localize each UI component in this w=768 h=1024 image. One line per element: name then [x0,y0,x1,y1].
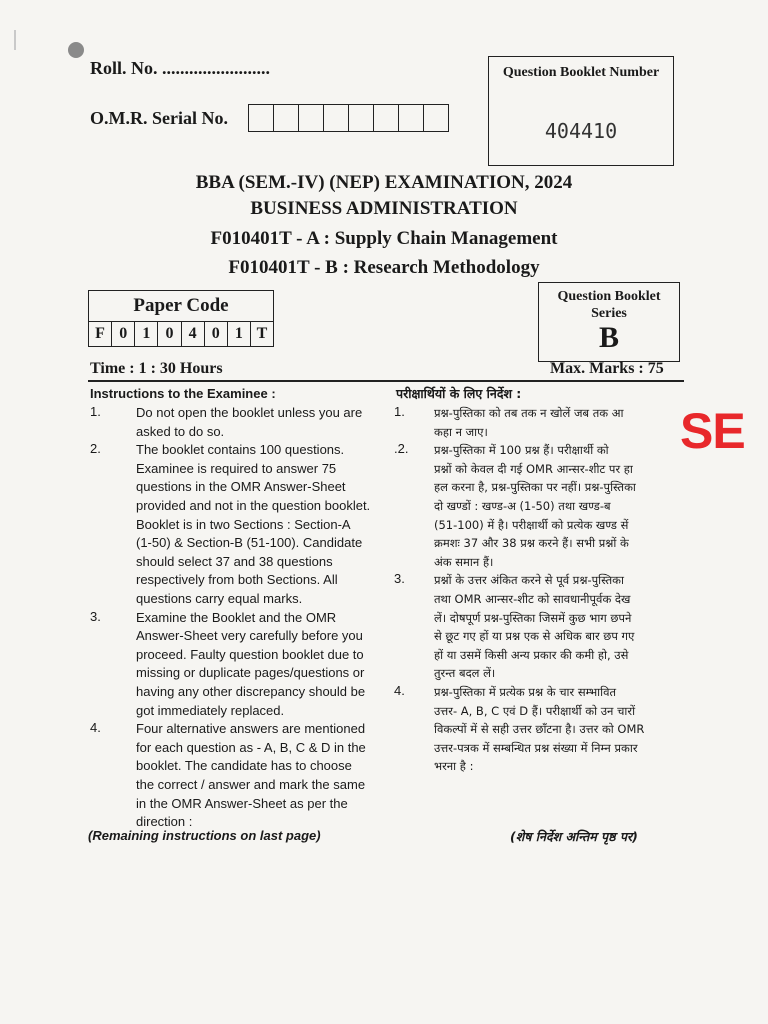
instruction-line: Examinee is required to answer 75 [136,460,337,476]
instruction-line: Booklet is in two Sections : Section-A [136,516,351,532]
omr-box [324,105,349,131]
instruction-line: having any other discrepancy should be [136,684,366,699]
omr-box [349,105,374,131]
instruction-line: अंक समान हैं। [434,554,494,569]
instruction-line: got immediately replaced. [136,702,285,718]
paper-code-cell: 0 [205,322,228,346]
paper-code-cell: 4 [182,322,205,346]
instruction-number: 3. [394,571,405,587]
instruction-line: विकल्पों में से सही उत्तर छाँटना है। उत्तर को OMR [434,722,645,737]
instruction-line: missing or duplicate pages/questions or [136,665,365,681]
instruction-line: लें। दोषपूर्ण प्रश्न-पुस्तिका जिसमें कुछ भाग छपने [434,610,632,625]
instruction-line: proceed. Faulty question booklet due to [136,646,364,662]
omr-box [399,105,424,131]
max-marks: Max. Marks : 75 [550,360,664,377]
scan-mark [14,30,16,50]
instruction-line: हों या उसमें किसी अन्य प्रकार की कमी हो, उसे [434,647,629,662]
instruction-line: हल करना है, प्रश्न-पुस्तिका पर नहीं। प्रश्न-पुस्तिका [434,480,636,495]
omr-box [274,105,299,131]
instruction-line: प्रश्नों को केवल दी गई OMR आन्सर-शीट पर हा [434,461,633,476]
question-booklet-number-box [488,56,674,166]
paper-code-cell: F [89,322,112,346]
paper-code-cell: T [256,325,268,342]
omr-box [249,105,274,131]
paper-a-title: F010401T - A : Supply Chain Management [210,228,558,249]
paper-code-cell: 1 [135,322,158,346]
remaining-instructions-note: (Remaining instructions on last page) [88,828,321,843]
instruction-line: क्रमशः 37 और 38 प्रश्न करने हैं। सभी प्रश्नों के [434,536,629,551]
instruction-line: (51-100) में है। परीक्षार्थी को प्रत्येक खण्ड सें [434,517,629,532]
instruction-line: should select 37 and 38 questions [136,553,333,569]
omr-serial-boxes [248,104,449,132]
instruction-line: प्रश्न-पुस्तिका को तब तक न खोलें जब तक आ [434,406,624,420]
red-stamp: SE [680,403,745,459]
remaining-instructions-note-hi: (शेष निर्देश अन्तिम पृष्ठ पर) [510,829,638,844]
paper-code-cell: 1 [228,322,251,346]
question-booklet-number-value: 404410 [544,119,618,143]
exam-title: BBA (SEM.-IV) (NEP) EXAMINATION, 2024 [195,172,573,193]
instruction-line: उत्तर- A, B, C एवं D हैं। परीक्षार्थी को उन चारों [434,703,636,718]
instruction-line: The booklet contains 100 questions. [136,442,345,458]
omr-box [424,105,448,131]
instruction-line: तुरन्त बदल लें। [434,666,496,681]
instruction-line: provided and not in the question booklet. [136,498,371,513]
instruction-line: उत्तर-पत्रक में सम्बन्धित प्रश्न संख्या में निम्न प्रकार [434,740,638,755]
series-label-line2: Series [591,306,627,321]
series-value: B [598,321,619,354]
omr-box [299,105,324,131]
instruction-line: the correct / answer and mark the same [136,777,366,792]
divider [88,380,684,382]
paper-code-cell: 0 [158,322,181,346]
instruction-line: कहा न जाए। [434,424,488,439]
instruction-number: 2. [90,441,101,457]
instruction-line: Examine the Booklet and the OMR [136,609,337,625]
punch-hole [68,42,84,58]
instruction-line: (1-50) & Section-B (51-100). Candidate [136,535,363,551]
instruction-number: 1. [90,404,101,419]
instruction-line: for each question as - A, B, C & D in the [136,739,366,755]
instruction-number: .2. [394,441,409,457]
omr-serial-label: O.M.R. Serial No. [90,108,228,128]
instruction-line: प्रश्न-पुस्तिका में प्रत्येक प्रश्न के चार सम्भावित [434,685,617,699]
paper-code-label: Paper Code [89,291,273,322]
instruction-line: दो खण्डों : खण्ड-अ (1-50) तथा खण्ड-ब [434,499,611,513]
instruction-number: 4. [394,683,405,698]
instruction-line: प्रश्न-पुस्तिका में 100 प्रश्न हैं। परीक्षार्थी को [434,443,609,458]
instructions-hi-title: परीक्षार्थियों के लिए निर्देश : [396,386,522,401]
series-label-line1: Question Booklet [557,289,661,304]
instruction-number: 1. [394,404,405,419]
paper-code-box [88,290,274,347]
instruction-line: Answer-Sheet very carefully before you [136,628,363,644]
instruction-line: भरना है : [434,759,474,774]
instruction-line: in the OMR Answer-Sheet as per the [136,795,348,811]
paper-code-cells [89,322,273,346]
instruction-line: Four alternative answers are mentioned [136,721,366,737]
instruction-line: से छूट गए हों या प्रश्न एक से अधिक बार छप गए [434,629,635,644]
paper-code-cell: 0 [112,322,135,346]
time-duration: Time : 1 : 30 Hours [90,360,223,377]
instruction-line: asked to do so. [136,423,225,439]
instruction-line: तथा OMR आन्सर-शीट को सावधानीपूर्वक देख [434,592,631,606]
roll-number-field: Roll. No. ........................ [90,58,270,78]
instruction-line: respectively from both Sections. All [136,572,338,588]
paper-b-title: F010401T - B : Research Methodology [228,257,540,278]
instruction-line: प्रश्नों के उत्तर अंकित करने से पूर्व प्रश्न-पुस्तिका [434,573,624,588]
instruction-line: Do not open the booklet unless you are [136,405,363,420]
instruction-line: booklet. The candidate has to choose [136,758,352,774]
instruction-number: 4. [90,720,101,736]
subject-title: BUSINESS ADMINISTRATION [250,198,518,219]
booklet-series-box [538,282,680,362]
omr-box [374,105,399,131]
instructions-en-title: Instructions to the Examinee : [90,386,276,401]
instruction-line: questions carry equal marks. [136,591,303,606]
instruction-line: questions in the OMR Answer-Sheet [136,479,346,495]
question-booklet-number-label: Question Booklet Number [502,65,660,80]
instruction-line: direction : [136,814,193,830]
instruction-number: 3. [90,608,101,624]
